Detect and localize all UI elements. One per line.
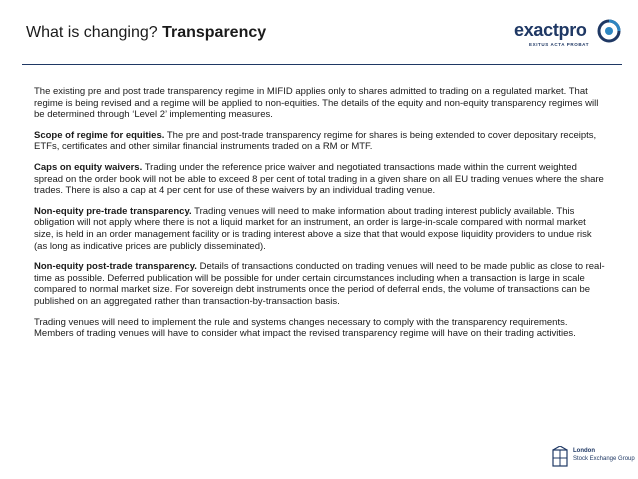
logo-wordmark: exactpro [514, 20, 587, 40]
header-divider [22, 64, 622, 65]
title-bold: Transparency [162, 24, 267, 41]
paragraph-body: Trading under the reference price waiver and negotiated transactions made within the current weighted spread on the order book will not be able to exceed 8 per cent of total trading in a given share on all EU trading venues where the share trades. There is also a cap at 4 per cent for use of these waivers by an individual trading venue. [34, 161, 604, 197]
lseg-wordmark [573, 448, 635, 463]
paragraph-post-trade [34, 261, 606, 307]
paragraph-heading: Caps on equity waivers. [34, 161, 143, 173]
exactpro-swirl-icon [596, 18, 622, 44]
paragraph-body: The pre and post-trade transparency regime for shares is being extended to cover depositary receipts, ETFs, certificates and other similar financial instruments traded on a RM or MTF. [34, 129, 597, 153]
paragraph-body: Trading venues will need to implement the rule and systems changes necessary to comply with the transparency requirements. Members of trading venues will have to consider what impact the revised transparency regime will have on their trading activities. [34, 316, 576, 340]
lseg-logo [551, 446, 635, 476]
lseg-line1: London [573, 448, 595, 454]
paragraph-closing [34, 317, 606, 340]
slide-body [34, 86, 606, 349]
title-prefix: What is changing? [26, 24, 158, 41]
paragraph-body: Trading venues will need to make information about trading interest publicly available. This obligation will not apply where there is not a liquid market for an instrument, an order is large-in-scale compared with normal market size, is held in an order management facility or is trading interest above a size that that would expose liquidity providers to undue risk (as long as indicative prices are publicly disseminated). [34, 205, 592, 252]
lseg-line2: Stock Exchange Group [573, 455, 635, 462]
paragraph-heading: Scope of regime for equities. [34, 129, 165, 141]
slide-title [26, 24, 266, 42]
lseg-crest-icon [551, 446, 569, 470]
paragraph-intro [34, 86, 606, 121]
logo-tagline: EXITUS ACTA PROBAT [529, 42, 590, 47]
paragraph-pre-trade [34, 206, 606, 252]
paragraph-heading: Non-equity pre-trade transparency. [34, 205, 192, 217]
paragraph-body: The existing pre and post trade transparency regime in MIFID applies only to shares admitted to trading on a regulated market. That regime is being revised and a regime will be applied to non-equities. The details of the equity and non-equity transparency regimes will be determined through ‘Level 2’ implementing measures. [34, 86, 599, 121]
paragraph-caps [34, 162, 606, 197]
paragraph-heading: Non-equity post-trade transparency. [34, 261, 197, 273]
exactpro-logo [514, 20, 624, 54]
paragraph-scope [34, 130, 606, 153]
paragraph-body: Details of transactions conducted on trading venues will need to be made public as close to real-time as possible. Deferred publication will be possible for under certain circumstances including when a transaction is large in scale compared to normal market size. For sovereign debt instruments once the period of deferral ends, the volume of transactions can be published on an aggregated rather than transaction-by-transaction basis. [34, 261, 605, 307]
